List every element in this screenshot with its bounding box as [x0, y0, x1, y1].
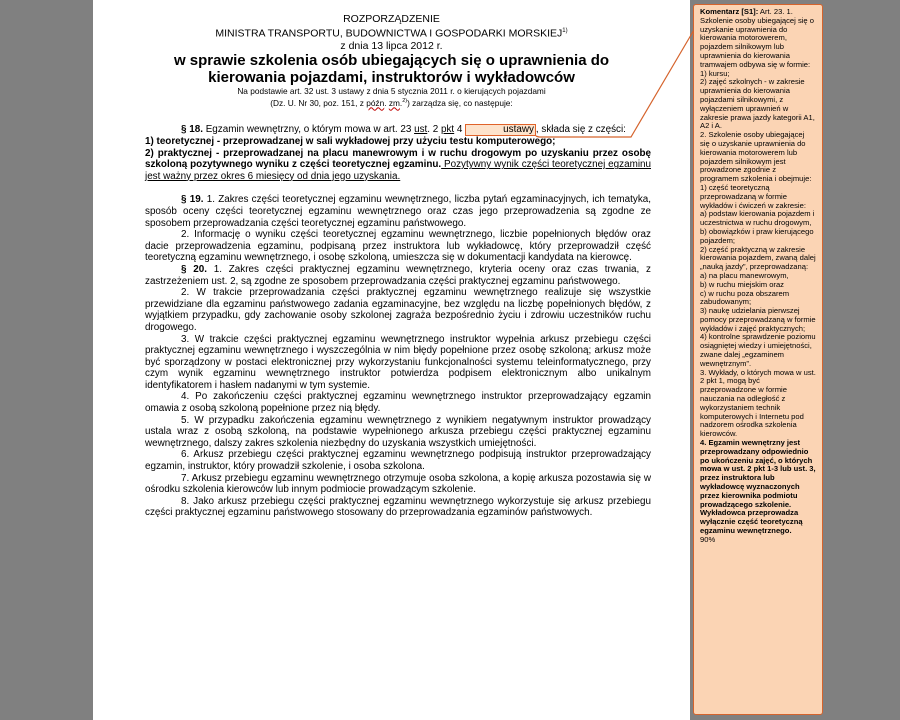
comment-line: a) na placu manewrowym, — [700, 270, 789, 280]
legal-basis-line2: (Dz. U. Nr 30, poz. 151, z późn. zm.$^{2)}$) zarządza się, co następuje: — [270, 97, 513, 108]
comment-line: 4) kontrolne sprawdzenie poziomu osiągniętej wiedzy i umiejętności, zwane dalej „egzaminem wewnętrznym”. — [700, 332, 816, 368]
section-18: § 18. Egzamin wewnętrzny, o którym mowa w art. 23 ust. 2 pkt 4 ustawy , składa się z części: — [181, 124, 626, 135]
comment-anchor-ustawy[interactable]: ustawy — [465, 124, 536, 136]
section-20-par-1: § 20. 1. Zakres części praktycznej egzaminu wewnętrznego, kryteria oceny oraz czas trwania, z zastrzeżeniem ust. 2, są zgodne ze sposobem przeprowadzania części praktycznej egzaminu państwowego. — [145, 263, 651, 287]
section-20-par-2: 2. W trakcie przeprowadzania części praktycznej egzaminu wewnętrznego realizuje się wszystkie przewidziane dla egzaminu państwowego zadania egzaminacyjne, bez względu na liczbę popełnionych błędów, z wyjątkiem przypadku, gdy zachowanie osoby szkolonej zagraża bezpośrednio życiu i zdrowiu uczestników ruchu drogowego. — [145, 287, 651, 333]
section-20-par-3: 3. W trakcie części praktycznej egzaminu wewnętrznego instruktor wypełnia arkusz przebiegu części praktycznej egzaminu wewnętrznego i wyszczególnia w nim błędy popełnione przez osobę szkoloną; arkusz może być sporządzony w postaci elektronicznej przy wykorzystaniu funkcjonalności systemu teleinformatycznego, przy czym wynik egzaminu wewnętrznego instruktor potwierdza podpisem elektronicznym albo unikalnym identyfikatorem i hasłem nadanymi w tym systemie. — [145, 333, 651, 391]
section-20-par-8: 8. Jako arkusz przebiegu części praktycznej egzaminu wewnętrznego wykorzystuje się arkusz przebiegu części praktycznej egzaminu państwowego stosowany do przeprowadzania egzaminów państwowych. — [145, 495, 651, 519]
comment-bold-part: 4. Egzamin wewnętrzny jest przeprowadzany odpowiednio po ukończeniu zajęć, o których mowa w ust. 2 pkt 1-3 lub ust. 3, przez instruktora lub wykładowcę wyznaczonych przez kierownika podmiotu prowadzącego szkolenie. Wykładowca przeprowadza wyłącznie część teoretyczną egzaminu wewnętrznego. — [700, 438, 816, 536]
section-19-par-1: § 19. 1. Zakres części teoretycznej egzaminu wewnętrznego, liczba pytań egzaminacyjnych, ich tematyka, sposób oceny części teoretycznej egzaminu wewnętrznego oraz czas jego przeprowadzenia są zgodne ze sposobem przeprowadzania części teoretycznej egzaminu państwowego. — [145, 194, 651, 229]
comment-line: 2) zajęć szkolnych - w zakresie uprawnienia do kierowania pojazdami silnikowymi, z wyłączeniem uprawnień w zakresie prawa jazdy kategorii A1, A2 i A. — [700, 77, 815, 131]
section-20-par-7: 7. Arkusz przebiegu egzaminu wewnętrznego otrzymuje osoba szkolona, a kopię arkusza pozostawia się w ośrodku szkolenia kierowców lub innym podmiocie prowadzącym szkolenie. — [145, 472, 651, 496]
doc-type: ROZPORZĄDZENIE — [343, 13, 440, 25]
comment-line: b) obowiązków i praw kierującego pojazdem; — [700, 226, 814, 245]
section-20-par-6: 6. Arkusz przebiegu części praktycznej egzaminu wewnętrznego podpisują instruktor przeprowadzający egzamin, instruktor, który prowadził szkolenie, i osoba szkolona. — [145, 449, 651, 473]
document-body — [145, 124, 651, 519]
document-page — [93, 0, 690, 720]
comment-intro: Komentarz [S1]: Art. 23. 1. Szkolenie osoby ubiegającej się o uzyskanie uprawnienia do kierowania motorowerem, pojazdem silnikowym lub uprawnienia do kierowania tramwajem odbywa się w formie: — [700, 7, 814, 69]
comment-label: Komentarz [S1]: — [700, 7, 759, 16]
comment-line: a) podstaw kierowania pojazdem i uczestnictwa w ruchu drogowym, — [700, 209, 815, 228]
comment-line: 1) część teoretyczną przeprowadzaną w formie wykładów i ćwiczeń w zakresie: — [700, 182, 806, 210]
issuing-authority: MINISTRA TRANSPORTU, BUDOWNICTWA I GOSPODARKI MORSKIEJ$^{1)}$ — [215, 27, 568, 40]
inserted-text[interactable]: ust — [414, 124, 428, 135]
comment-line: 2) część praktyczną w zakresie kierowania pojazdem, zwaną dalej „nauką jazdy”, przeprowadzaną: — [700, 244, 816, 272]
legal-basis-line1: Na podstawie art. 32 ust. 3 ustawy z dnia 5 stycznia 2011 r. o kierujących pojazdami — [237, 85, 546, 96]
right-gutter — [823, 0, 900, 720]
section-18-item-1: 1) teoretycznej - przeprowadzanej w sali wykładowej przy użyciu testu komputerowego; — [145, 136, 556, 147]
section-20-par-5: 5. W przypadku zakończenia egzaminu wewnętrznego z wynikiem negatywnym instruktor prowadzący ustala wraz z osobą szkoloną, na podstawie wypełnionego arkusza przebiegu części praktycznej egzaminu wewnętrznego, dalszy zakres szkolenia niezbędny do uzyskania wszystkich umiejętności. — [145, 414, 651, 449]
doc-date: z dnia 13 lipca 2012 r. — [340, 39, 443, 52]
document-header — [93, 13, 690, 107]
comment-line: 2. Szkolenie osoby ubiegającej się o uzyskanie uprawnienia do kierowania motorowerem lub pojazdem silnikowym jest prowadzone zgodnie z programem szkolenia i obejmuje: — [700, 130, 812, 184]
doc-title-line1: w sprawie szkolenia osób ubiegających się o uprawnienia do — [173, 51, 610, 69]
section-20-par-4: 4. Po zakończeniu części praktycznej egzaminu wewnętrznego instruktor przeprowadzający egzamin omawia z osobą szkoloną popełnione przez nią błędy. — [145, 391, 651, 415]
section-19-par-2: 2. Informację o wyniku części teoretycznej egzaminu wewnętrznego, liczbie popełnionych błędów oraz dacie przeprowadzenia egzaminu, podpisaną przez instruktora lub wykładowcę, który przeprowadził część teoretyczną egzaminu wewnętrznego, i osobę szkoloną, umieszcza się w dokumentacji kandydata na kierowcę. — [145, 229, 651, 264]
comment-line: 3. Wykłady, o których mowa w ust. 2 pkt 1, mogą być przeprowadzone w formie nauczania na odległość z wykorzystaniem technik komputerowych i Internetu pod nadzorem ośrodka szkolenia kierowców. — [700, 367, 816, 439]
comment-balloon[interactable] — [693, 4, 823, 715]
section-18-item-2: 2) praktycznej - przeprowadzanej na placu manewrowym i w ruchu drogowym po uzyskaniu przez osobę szkoloną pozytywnego wyniku z części teoretycznej egzaminu. Pozytywny wynik części teoretycznej egzaminu jest ważny przez okres 6 miesięcy od dnia jego uzyskania. — [145, 147, 651, 182]
comment-line: 1) kursu; — [700, 68, 730, 78]
comment-tail: 90% — [700, 534, 716, 544]
inserted-sentence[interactable]: Pozytywny wynik części teoretycznej egzaminu jest ważny przez okres 6 miesięcy od dnia jego uzyskania. — [145, 159, 651, 182]
inserted-text[interactable]: pkt — [441, 124, 455, 135]
comment-line: c) w ruchu poza obszarem zabudowanym; — [700, 288, 790, 307]
doc-title-line2: kierowania pojazdami, instruktorów i wykładowców — [208, 68, 575, 86]
comment-lines — [700, 70, 816, 439]
comment-line: 3) naukę udzielania pierwszej pomocy przeprowadzaną w formie wykładów i zajęć praktycznych; — [700, 306, 816, 333]
comment-line: b) w ruchu miejskim oraz — [700, 279, 784, 289]
